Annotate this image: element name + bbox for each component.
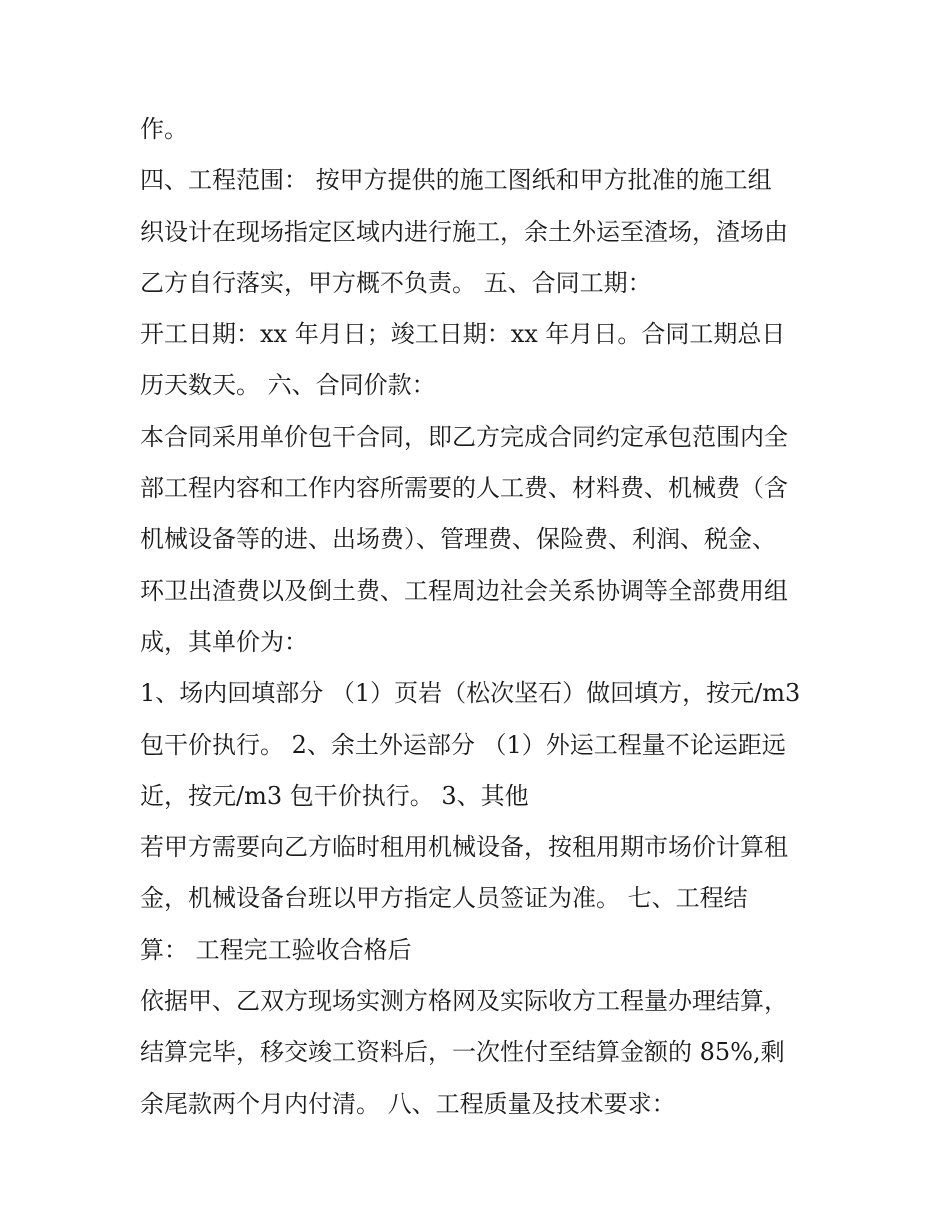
text-line: 作。	[140, 115, 188, 143]
text-line: 四、工程范围： 按甲方提供的施工图纸和甲方批准的施工组	[140, 166, 772, 195]
text-line: 成，其单价为：	[140, 627, 308, 656]
text-line: 织设计在现场指定区域内进行施工，余土外运至渣场，渣场由	[140, 217, 788, 246]
text-line: 金，机械设备台班以甲方指定人员签证为准。 七、工程结	[140, 884, 748, 913]
text-line: 包干价执行。 2、余土外运部分 （1）外运工程量不论运距远	[140, 730, 786, 759]
text-line: 开工日期：xx 年月日；竣工日期：xx 年月日。合同工期总日	[140, 320, 786, 349]
document-body	[140, 104, 830, 1130]
text-line: 若甲方需要向乙方临时租用机械设备，按租用期市场价计算租	[140, 833, 788, 862]
text-line: 算： 工程完工验收合格后	[140, 935, 412, 964]
text-line: 依据甲、乙双方现场实测方格网及实际收方工程量办理结算，	[140, 987, 788, 1016]
text-line: 余尾款两个月内付清。 八、工程质量及技术要求：	[140, 1089, 676, 1118]
text-line: 环卫出渣费以及倒土费、工程周边社会关系协调等全部费用组	[140, 576, 788, 605]
text-line: 机械设备等的进、出场费）、管理费、保险费、利润、税金、	[140, 525, 776, 554]
text-line: 部工程内容和工作内容所需要的人工费、材料费、机械费（含	[140, 474, 788, 503]
text-line: 近，按元/m3 包干价执行。 3、其他	[140, 781, 529, 810]
text-line: 乙方自行落实，甲方概不负责。 五、合同工期：	[140, 268, 652, 297]
text-line: 历天数天。 六、合同价款：	[140, 371, 436, 400]
text-line: 1、场内回填部分 （1）页岩（松次坚石）做回填方，按元/m3	[140, 679, 801, 708]
text-line: 结算完毕，移交竣工资料后，一次性付至结算金额的 85%,剩	[140, 1038, 785, 1067]
text-line: 本合同采用单价包干合同，即乙方完成合同约定承包范围内全	[140, 422, 788, 451]
